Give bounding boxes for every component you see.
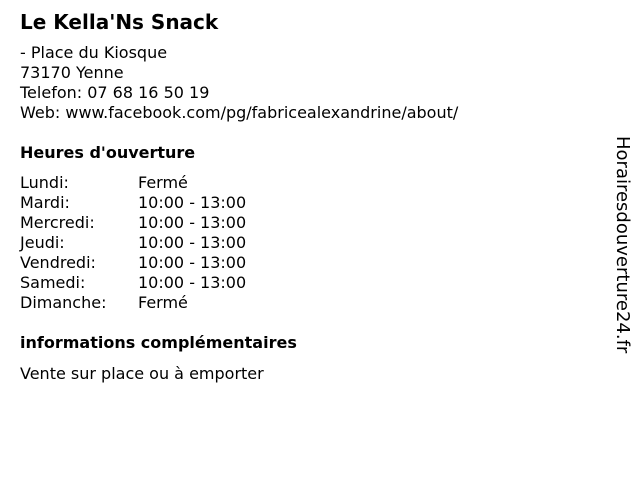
additional-info-text: Vente sur place ou à emporter (20, 364, 264, 383)
opening-hours-heading: Heures d'ouverture (20, 143, 196, 162)
contact-block (20, 43, 458, 123)
street-address: - Place du Kiosque (20, 43, 168, 62)
day-hours: 10:00 - 13:00 (138, 193, 247, 212)
day-hours: 10:00 - 13:00 (138, 253, 247, 272)
day-label: Lundi: (20, 173, 69, 192)
day-label: Dimanche: (20, 293, 107, 312)
phone-number: Telefon: 07 68 16 50 19 (20, 83, 210, 102)
day-label: Jeudi: (20, 233, 65, 252)
site-watermark: Horairesdouverture24.fr (612, 136, 633, 354)
day-label: Mercredi: (20, 213, 95, 232)
business-name: Le Kella'Ns Snack (20, 10, 219, 34)
day-hours: 10:00 - 13:00 (138, 213, 247, 232)
additional-info-heading: informations complémentaires (20, 333, 297, 352)
website: Web: www.facebook.com/pg/fabricealexandrine/about/ (20, 103, 459, 122)
day-hours: 10:00 - 13:00 (138, 233, 247, 252)
day-label: Samedi: (20, 273, 86, 292)
day-label: Mardi: (20, 193, 70, 212)
day-hours: Fermé (138, 173, 188, 192)
city: 73170 Yenne (20, 63, 124, 82)
day-hours: Fermé (138, 293, 188, 312)
day-label: Vendredi: (20, 253, 96, 272)
day-hours: 10:00 - 13:00 (138, 273, 247, 292)
